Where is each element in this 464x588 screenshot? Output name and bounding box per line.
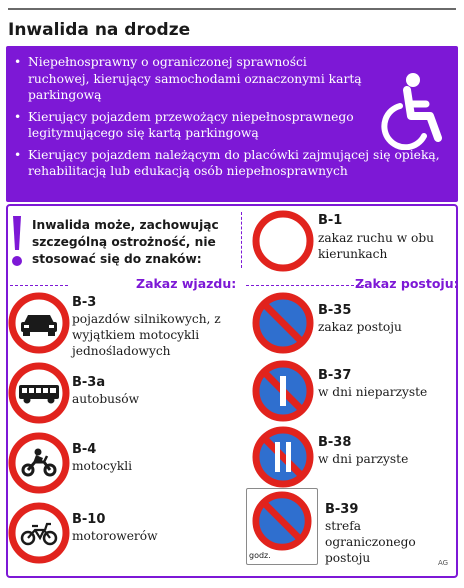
no-parking-even-days-sign — [252, 426, 314, 488]
eligibility-box — [6, 46, 458, 202]
sign-code-b4: B-4 — [72, 442, 97, 457]
no-parking-sign — [252, 292, 314, 354]
page-title: Inwalida na drodze — [8, 20, 191, 40]
list-item: • Niepełnosprawny o ograniczonej sprawności ruchowej, kierujący samochodami oznaczonymi kartą parkingową — [14, 54, 364, 104]
sign-desc-b38: w dni parzyste — [318, 452, 409, 466]
motorcycle-icon — [8, 432, 70, 494]
section-heading-no-entry: Zakaz wjazdu: — [136, 276, 237, 291]
sign-desc-b4: motocykli — [72, 459, 133, 473]
sign-desc-b35: zakaz postoju — [318, 320, 402, 334]
sign-code-b37: B-37 — [318, 368, 352, 383]
divider — [10, 285, 68, 286]
sign-desc-b3a: autobusów — [72, 392, 140, 406]
sign-code-b3: B-3 — [72, 295, 97, 310]
list-item: • Kierujący pojazdem przewożący niepełnosprawnego legitymującego się kartą parkingową — [14, 109, 364, 142]
list-item: • Kierujący pojazdem należącym do placówki zajmującej się opieką, rehabilitacją lub edukacją osób niepełnosprawnych — [14, 147, 454, 180]
hours-label: godz. — [249, 551, 271, 560]
section-heading-no-parking: Zakaz postoju: — [355, 276, 459, 291]
bus-icon — [8, 362, 70, 424]
intro-text: Inwalida może, zachowując szczególną ostrożność, nie stosować się do znaków: — [32, 218, 219, 266]
sign-code-b39: B-39 — [325, 502, 359, 517]
sign-desc-b37: w dni nieparzyste — [318, 385, 428, 399]
credit: AG — [438, 559, 449, 567]
car-icon — [8, 292, 70, 354]
no-traffic-sign — [252, 210, 314, 272]
moped-icon — [8, 502, 70, 564]
no-parking-odd-days-sign — [252, 360, 314, 422]
sign-desc-b10: motorowerów — [72, 529, 158, 543]
limited-parking-zone-sign — [252, 491, 312, 551]
sign-code-b3a: B-3a — [72, 375, 106, 390]
divider — [241, 212, 242, 268]
sign-code-b10: B-10 — [72, 512, 106, 527]
sign-desc-b3: pojazdów silnikowych, z wyjątkiem motocykli jednośladowych — [72, 312, 221, 358]
sign-code-b35: B-35 — [318, 303, 352, 318]
sign-code-b38: B-38 — [318, 435, 352, 450]
divider — [246, 285, 364, 286]
top-rule — [8, 8, 456, 10]
sign-code-b1: B-1 — [318, 213, 343, 228]
sign-desc-b1: zakaz ruchu w obu kierunkach — [318, 231, 435, 261]
sign-desc-b39: strefa ograniczonego postoju — [325, 519, 416, 565]
wheelchair-icon — [378, 72, 444, 150]
exclamation-icon — [10, 214, 24, 270]
